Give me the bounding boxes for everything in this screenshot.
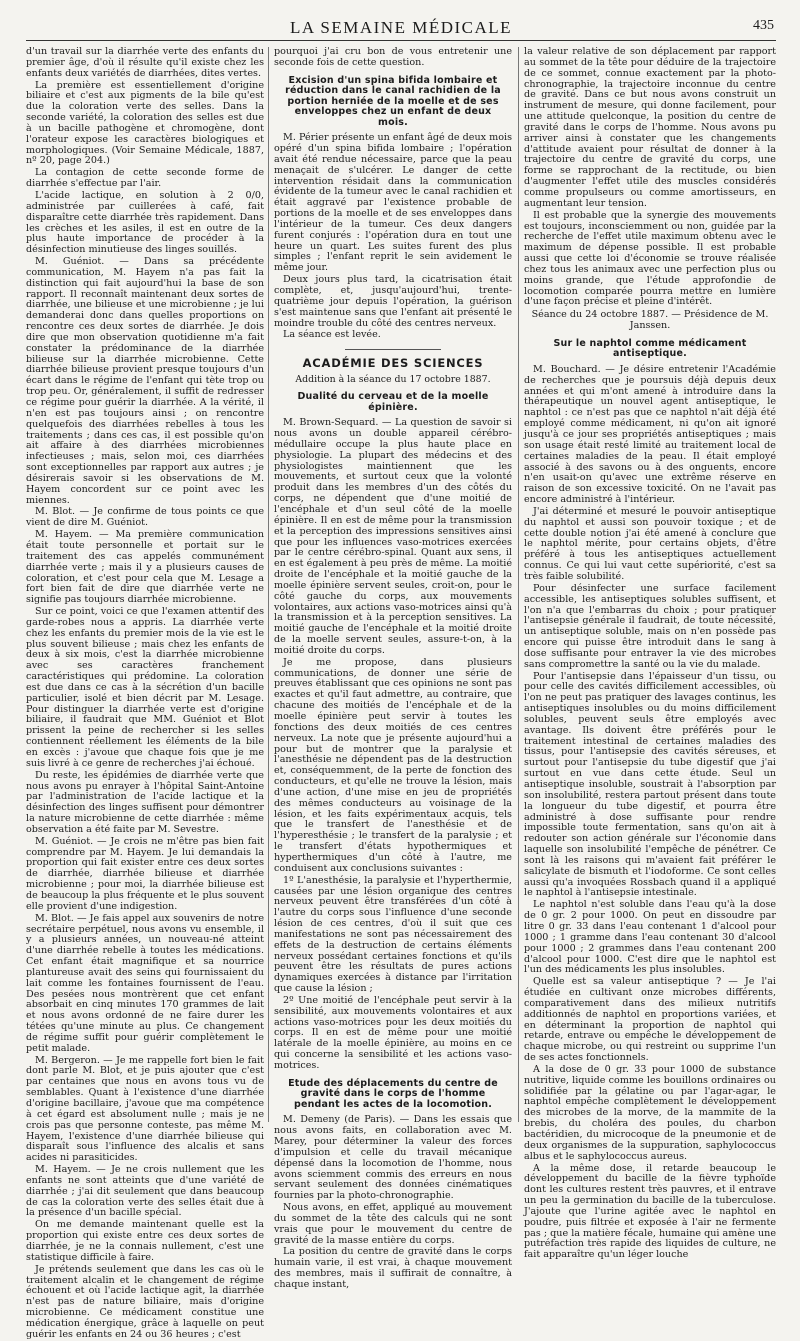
paragraph: On me demande maintenant quelle est la proportion qui existe entre ces deux sortes de diarrhée, je ne la connais nullement, c'est une statistique difficile à faire.	[26, 1219, 264, 1263]
paragraph: d'un travail sur la diarrhée verte des enfants du premier âge, d'où il résulte qu'il existe chez les enfants deux variétés de diarrhées, dites vertes.	[26, 46, 264, 79]
column-left	[26, 46, 264, 1340]
article-heading: Excision d'un spina bifida lombaire et réduction dans le canal rachidien de la portion herniée de la moelle et de ses enveloppes chez un enfant de deux mois.	[285, 74, 501, 128]
masthead	[26, 14, 776, 41]
paragraph: L'acide lactique, en solution à 2 0/0, administrée par cuillerées à café, fait disparaître cette diarrhée très rapidement. Dans les crèches et les asiles, il est en outre de la plus haute importance de procéder à la désinfection minutieuse des linges souillés.	[26, 189, 264, 256]
paragraph: M. Guéniot. — Je crois ne m'être pas bien fait comprendre par M. Hayem. Je lui demandais la proportion qui fait exister entre ces deux sortes de diarrhée, diarrhée bilieuse et diarrhée microbienne ; pour moi, la diarrhée bilieuse est de beaucoup la plus fréquente et le plus souvent elle provient d'une indigestion.	[26, 835, 264, 912]
page-number: 435	[753, 18, 774, 33]
paragraph: Sur ce point, voici ce que l'examen attentif des garde-robes nous a appris. La diarrhée verte chez les enfants du premier mois de la vie est le plus souvent bilieuse ; mais chez les enfants de deux à six mois, c'est la diarrhée microbienne avec ses caractères franchement caractéristiques qui prédomine. La coloration est due dans ce cas à la sécrétion d'un bacille particulier, isolé et bien décrit par M. Lesage. Pour distinguer la diarrhée verte est d'origine biliaire, il faudrait que MM. Guéniot et Blot prissent la peine de rechercher si les selles contiennent réellement les éléments de la bile en excès : j'avoue que chaque fois que je me suis livré à ce genre de recherches j'ai échoué.	[26, 606, 264, 769]
paragraph: Quelle est sa valeur antiseptique ? — Je l'ai étudiée en cultivant onze microbes différents, comparativement dans des milieux nutritifs additionnés de naphtol en proportions variées, et en déterminant la proportion de naphtol qui retarde, entrave ou empêche le développement de chaque microbe, ou qui restreint ou supprime l'un de ses actes fonctionnels.	[524, 976, 776, 1064]
paragraph: M. Brown-Sequard. — La question de savoir si nous avons un double appareil cérébro-médullaire occupe la plus haute place en physiologie. La plupart des médecins et des physiologistes maintiennent que les mouvements, et surtout ceux que la volonté produit dans les membres d'un des côtés du corps, ne dépendent que d'une moitié de l'encéphale et d'un seul côté de la moelle épinière. Il en est de même pour la transmission et la perception des impressions sensitives ainsi que pour les influences vaso-motrices exercées par le centre cérébro-spinal. Quant aux sens, il en est également à peu près de même. La moitié droite de l'encéphale et la moitié gauche de la moelle épinière servent seules, croit-on, pour le côté gauche du corps, aux mouvements volontaires, aux actions vaso-motrices ainsi qu'à la transmission et à la perception sensitives. La moitié gauche de l'encéphale et la moitié droite de la moelle servent seules, assure-t-on, à la moitié droite du corps.	[274, 417, 512, 656]
paragraph: Deux jours plus tard, la cicatrisation était complète, et, jusqu'aujourd'hui, trente-quatrième jour depuis l'opération, la guérison s'est maintenue sans que l'enfant ait présenté le moindre trouble du côté des centres nerveux.	[274, 274, 512, 329]
paragraph: Je prétends seulement que dans les cas où le traitement alcalin et le changement de régime échouent et où l'acide lactique agit, la diarrhée n'est pas de nature biliaire, mais d'origine microbienne. Ce médicament constitue une médication énergique, grâce à laquelle on peut guérir les enfants en 24 ou 36 heures ; c'est	[26, 1263, 264, 1340]
paragraph: Je me propose, dans plusieurs communications, de donner une série de preuves établissant que ces opinions ne sont pas exactes et qu'il faut admettre, au contraire, que chacune des moitiés de l'encéphale et de la moelle épinière peut servir à toutes les fonctions des deux moitiés de ces centres nerveux. La note que je présente aujourd'hui a pour but de montrer que la paralysie et l'anesthésie ne dépendent pas de la destruction et, conséquemment, de la perte de fonction des conducteurs, et qu'elle ne trouve la lésion, mais d'une action, d'une mise en jeu de propriétés des mêmes conducteurs au voisinage de la lésion, et les faits expérimentaux acquis, tels que le transfert de l'anesthésie et de l'hyperesthésie ; le transfert de la paralysie ; et le transfert d'états hypothermiques et hyperthermiques d'un côté à l'autre, me conduisent aux conclusions suivantes :	[274, 656, 512, 874]
column-rule	[268, 47, 269, 1122]
session-note: Addition à la séance du 17 octobre 1887.	[295, 374, 491, 386]
paragraph: La contagion de cette seconde forme de diarrhée s'effectue par l'air.	[26, 167, 264, 190]
paragraph: la valeur relative de son déplacement par rapport au sommet de la tête pour déduire de la trajectoire de ce sommet, connue exactement par la photo-chronographie, la trajectoire inconnue du centre de gravité. Dans ce but nous avons construit un instrument de mesure, qui donne facilement, pour une attitude quelconque, la position du centre de gravité dans le corps de l'homme. Nous avons pu arriver ainsi à constater que les changements d'attitude avaient pour résultat de donner à la trajectoire du centre de gravité du corps, une forme se rapprochant de la rectitude, ou bien d'augmenter l'effet utile des muscles considérés comme propulseurs ou comme amortisseurs, en augmentant leur tension.	[524, 46, 776, 209]
paragraph: M. Blot. — Je confirme de tous points ce que vient de dire M. Guéniot.	[26, 506, 264, 529]
paragraph: Pour l'antisepsie dans l'épaisseur d'un tissu, ou pour celle des cavités difficilement accessibles, où l'on ne peut pas pratiquer des lavages continus, les antiseptiques insolubles ou du moins difficilement solubles, peuvent seuls être employés avec avantage. Ils doivent être préférés pour le traitement intestinal de certaines maladies des tissus, pour l'antisepsie des cavités séreuses, et surtout pour l'antisepsie du tube digestif que j'ai surtout en vue dans cette étude. Seul un antiseptique insoluble, soustrait à l'absorption par son insolubilité, restera partout présent dans toute la longueur du tube digestif, et pourra être administré à dose suffisante pour rendre impossible toute fermentation, sans qu'on ait à redouter son action générale sur l'économie dans laquelle son insolubilité l'empêche de pénétrer. Ce sont là les raisons qui m'avaient fait préférer le salicylate de bismuth et l'iodoforme. Ce sont celles aussi qu'a invoquées Rossbach quand il a appliqué le naphtol à l'antisepsie intestinale.	[524, 670, 776, 899]
paragraph: M. Bouchard. — Je désire entretenir l'Académie de recherches que je poursuis déjà depuis deux années et qui m'ont amené à introduire dans la thérapeutique un nouvel agent antiseptique, le naphtol : ce n'est pas que ce naphtol n'ait déjà été employé comme médicament, ni qu'on ait ignoré jusqu'à ce jour ses propriétés antiseptiques ; mais son usage était resté limité au traitement local de certaines maladies de la peau. Il était employé associé à des savons ou à des onguents, encore n'en usait-on qu'avec une extrême réserve en raison de son excessive toxicité. On ne l'avait pas encore administré à l'intérieur.	[524, 363, 776, 506]
column-right	[524, 46, 776, 1261]
text-columns	[26, 46, 776, 1340]
paragraph: M. Demeny (de Paris). — Dans les essais que nous avons faits, en collaboration avec M. Marey, pour déterminer la valeur des forces d'impulsion et celle du travail mécanique dépensé dans la locomotion de l'homme, nous avons sciemment commis des erreurs en nous servant seulement des données cinématiques fournies par la photo-chronographie.	[274, 1114, 512, 1202]
paragraph: M. Blot. — Je fais appel aux souvenirs de notre secrétaire perpétuel, nous avons vu ensemble, il y a plusieurs années, un nouveau-né atteint d'une diarrhée rebelle à toutes les médications. Cet enfant était magnifique et sa nourrice plantureuse avait des seins qui fournissaient du lait comme les fontaines fournissent de l'eau. Des pesées nous montrèrent que cet enfant absorbait en cinq minutes 170 grammes de lait et nous avons ordonné de ne faire durer les tétées qu'une minute au plus. Ce changement de régime suffit pour guérir complètement le petit malade.	[26, 912, 264, 1054]
paragraph: La position du centre de gravité dans le corps humain varie, il est vrai, à chaque mouvement des membres, mais il suffirait de connaître, à chaque instant,	[274, 1246, 512, 1290]
paragraph: Le naphtol n'est soluble dans l'eau qu'à la dose de 0 gr. 2 pour 1000. On peut en dissoudre par litre 0 gr. 33 dans l'eau contenant 1 d'alcool pour 1000 ; 1 gramme dans l'eau contenant 30 d'alcool pour 1000 ; 2 grammes dans l'eau contenant 200 d'alcool pour 1000. C'est dire que le naphtol est l'un des médicaments les plus insolubles.	[524, 899, 776, 976]
section-title: ACADÉMIE DES SCIENCES	[302, 356, 484, 371]
article-heading: Sur le naphtol comme médicament antiseptique.	[553, 337, 747, 360]
session-line: Séance du 24 octobre 1887. — Présidence de M. Janssen.	[531, 309, 769, 332]
paragraph: Il est probable que la synergie des mouvements est toujours, inconsciemment ou non, guidée par la recherche de l'effet utile maximum obtenu avec le maximum de dépense possible. Il est probable aussi que cette loi d'économie se trouve réalisée chez tous les animaux avec une perfection plus ou moins grande, que l'étude approfondie de locomotion comparée pourra mettre en lumière d'une façon précise et pleine d'intérêt.	[524, 209, 776, 308]
paragraph: A la même dose, il retarde beaucoup le développement du bacille de la fièvre typhoïde dont les cultures restent très pauvres, et il entrave un peu la germination du bacille de la tuberculose. J'ajoute que l'urine agitée avec le naphtol en poudre, puis filtrée et exposée à l'air ne fermente pas ; que la matière fécale, humaine qui amène une putréfaction très rapide des liquides de culture, ne fait apparaître qu'un léger louche	[524, 1162, 776, 1261]
paragraph: pourquoi j'ai cru bon de vous entretenir une seconde fois de cette question.	[274, 46, 512, 68]
journal-title: LA SEMAINE MÉDICALE	[289, 18, 513, 37]
paragraph: Nous avons, en effet, appliqué au mouvement du sommet de la tête des calculs qui ne sont vrais que pour le mouvement du centre de gravité de la masse entière du corps.	[274, 1202, 512, 1246]
paragraph: M. Hayem. — Je ne crois nullement que les enfants ne sont atteints que d'une variété de diarrhée ; j'ai dit seulement que dans beaucoup de cas la coloration verte des selles était due à la présence d'un bacille spécial.	[26, 1164, 264, 1219]
section-divider	[345, 349, 440, 350]
paragraph: Du reste, les épidémies de diarrhée verte que nous avons pu enrayer à l'hôpital Saint-Antoine par l'administration de l'acide lactique et la désinfection des linges suffisent pour démontrer la nature microbienne de cette diarrhée : même observation a été faite par M. Sevestre.	[26, 769, 264, 835]
paragraph: La première est essentiellement d'origine biliaire et c'est aux pigments de la bile qu'est due la coloration verte des selles. Dans la seconde variété, la coloration des selles est due à un bacille pathogène et chromogène, dont l'orateur expose les caractères biologiques et morphologiques. (Voir Semaine Médicale, 1887, nº 20, page 204.)	[26, 79, 264, 167]
column-rule	[518, 47, 519, 1122]
paragraph: M. Guéniot. — Dans sa précédente communication, M. Hayem n'a pas fait la distinction qui fait aujourd'hui la base de son rapport. Il reconnaît maintenant deux sortes de diarrhée, une bilieuse et une microbienne ; je lui demanderai donc dans quelles proportions on rencontre ces deux sortes de diarrhée. Je dois dire que mon observation quotidienne m'a fait constater la prédominance de la diarrhée bilieuse sur la diarrhée microbienne. Cette diarrhée bilieuse provient presque toujours d'un écart dans le régime de l'enfant qui tète trop ou trop peu. Or, généralement, il suffit de redresser ce régime pour guérir la diarrhée. A la vérité, il n'en est pas toujours ainsi ; on rencontre quelquefois des diarrhées rebelles à tous les traitements ; dans ces cas, il est possible qu'on ait affaire à des diarrhées microbiennes infectieuses ; mais, selon moi, ces diarrhées sont exceptionnelles par rapport aux autres ; je désirerais savoir si les observations de M. Hayem concordent sur ce point avec les miennes.	[26, 256, 264, 506]
paragraph: M. Bergeron. — Je me rappelle fort bien le fait dont parle M. Blot, et je puis ajouter que c'est par centaines que nous en avons tous vu de semblables. Quant à l'existence d'une diarrhée d'origine bacillaire, j'avoue que ma compétence à cet égard est absolument nulle ; mais je ne crois pas que personne conteste, pas même M. Hayem, l'existence d'une diarrhée bilieuse qui disparaît sous l'influence des alcalis et sans acides ni parasiticides.	[26, 1054, 264, 1164]
paragraph: 2º Une moitié de l'encéphale peut servir à la sensibilité, aux mouvements volontaires et aux actions vaso-motrices pour les deux moitiés du corps. Il en est de même pour une moitié latérale de la moelle épinière, au moins en ce qui concerne la sensibilité et les actions vaso-motrices.	[274, 994, 512, 1071]
paragraph: Pour désinfecter une surface facilement accessible, les antiseptiques solubles suffisent, et l'on n'a que l'embarras du choix ; pour pratiquer l'antisepsie générale il faudrait, de toute nécessité, un antiseptique soluble, mais on n'en possède pas encore qui puisse être introduit dans le sang à dose suffisante pour entraver la vie des microbes sans compromettre la santé ou la vie du malade.	[524, 582, 776, 670]
article-heading: Etude des déplacements du centre de gravité dans le corps de l'homme pendant les actes de la locomotion.	[288, 1077, 498, 1110]
paragraph: M. Périer présente un enfant âgé de deux mois opéré d'un spina bifida lombaire ; l'opération avait été rendue nécessaire, parce que la peau menaçait de s'ulcérer. Le danger de cette intervention résidait dans la communication évidente de la tumeur avec le canal rachidien et était aggravé par l'existence probable de portions de la moelle et de ses enveloppes dans l'intérieur de la tumeur. Ces deux dangers furent conjurés : l'opération dura en tout une heure un quart. Les suites furent des plus simples ; l'enfant reprit le sein avidement le même jour.	[274, 132, 512, 274]
paragraph: J'ai déterminé et mesuré le pouvoir antiseptique du naphtol et aussi son pouvoir toxique ; et de cette double notion j'ai été amené à conclure que le naphtol mérite, pour certains objets, d'être préféré à tous les antiseptiques actuellement connus. Ce qui lui vaut cette supériorité, c'est sa très faible solubilité.	[524, 505, 776, 582]
paragraph: M. Hayem. — Ma première communication était toute personnelle et portait sur le traitement des cas appelés communément diarrhée verte ; mais il y a plusieurs causes de coloration, et c'est pour cela que M. Lesage a fort bien fait de dire que diarrhée verte ne signifie pas toujours diarrhée microbienne.	[26, 529, 264, 606]
column-middle	[274, 46, 512, 1290]
paragraph: A la dose de 0 gr. 33 pour 1000 de substance nutritive, liquide comme les bouillons ordinaires ou solidifiée par la gélatine ou par l'agar-agar, le naphtol empêche complètement le développement des microbes de la morve, de la mammite de la brebis, du choléra des poules, du charbon bactéridien, du microcoque de la pneumonie et de deux organismes de la suppuration, saphylococcus albus et le saphylococcus aureus.	[524, 1063, 776, 1162]
article-heading: Dualité du cerveau et de la moelle épinière.	[297, 391, 489, 413]
paragraph: 1º L'anesthésie, la paralysie et l'hyperthermie, causées par une lésion organique des centres nerveux peuvent être transférées d'un côté à l'autre du corps sous l'influence d'une seconde lésion de ces centres, d'où il suit que ces manifestations ne sont pas nécessairement des effets de la destruction de certains éléments nerveux possédant certaines fonctions et qu'ils peuvent être les résultats de pures actions dynamiques exercées à distance par l'irritation que cause la lésion ;	[274, 874, 512, 995]
paragraph: La séance est levée.	[283, 329, 381, 341]
